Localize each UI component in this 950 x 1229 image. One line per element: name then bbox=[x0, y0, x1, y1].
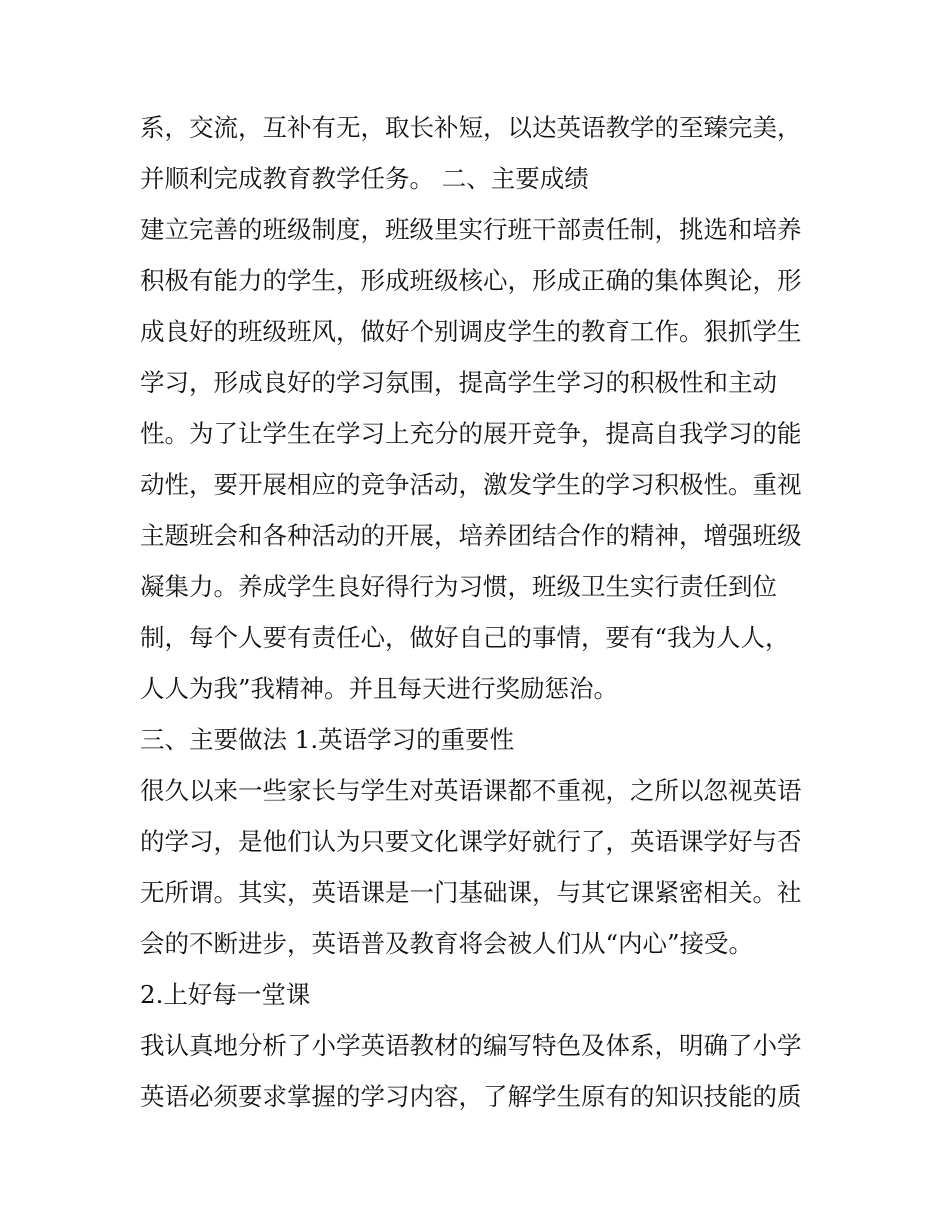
text-line: 积极有能力的学生，形成班级核心，形成正确的集体舆论，形 bbox=[140, 266, 802, 295]
text-line: 制，每个人要有责任心，做好自己的事情，要有“我为人人， bbox=[140, 623, 790, 652]
text-line: 无所谓。其实，英语课是一门基础课，与其它课紧密相关。社 bbox=[140, 878, 802, 907]
text-line: 主题班会和各种活动的开展，培养团结合作的精神，增强班级 bbox=[140, 521, 802, 550]
text-line: 建立完善的班级制度，班级里实行班干部责任制，挑选和培养 bbox=[140, 215, 802, 244]
text-line: 学习，形成良好的学习氛围，提高学生学习的积极性和主动 bbox=[140, 368, 777, 397]
text-line: 很久以来一些家长与学生对英语课都不重视，之所以忽视英语 bbox=[140, 776, 802, 805]
text-line: 并顺利完成教育教学任务。 二、主要成绩 bbox=[140, 164, 589, 193]
text-line: 英语必须要求掌握的学习内容，了解学生原有的知识技能的质 bbox=[140, 1082, 802, 1111]
text-line: 系，交流，互补有无，取长补短，以达英语教学的至臻完美， bbox=[140, 113, 802, 142]
text-line: 凝集力。养成学生良好得行为习惯，班级卫生实行责任到位 bbox=[140, 572, 777, 601]
text-line: 我认真地分析了小学英语教材的编写特色及体系，明确了小学 bbox=[140, 1031, 802, 1060]
text-line: 性。为了让学生在学习上充分的展开竞争，提高自我学习的能 bbox=[140, 419, 802, 448]
text-line: 人人为我”我精神。并且每天进行奖励惩治。 bbox=[140, 674, 619, 703]
text-line: 成良好的班级班风，做好个别调皮学生的教育工作。狠抓学生 bbox=[140, 317, 802, 346]
subsection-heading: 2.上好每一堂课 bbox=[140, 980, 311, 1009]
section-heading: 三、主要做法 1.英语学习的重要性 bbox=[140, 725, 515, 754]
text-line: 会的不断进步，英语普及教育将会被人们从“内心”接受。 bbox=[140, 929, 754, 958]
text-line: 的学习，是他们认为只要文化课学好就行了，英语课学好与否 bbox=[140, 827, 802, 856]
text-line: 动性，要开展相应的竞争活动，激发学生的学习积极性。重视 bbox=[140, 470, 802, 499]
